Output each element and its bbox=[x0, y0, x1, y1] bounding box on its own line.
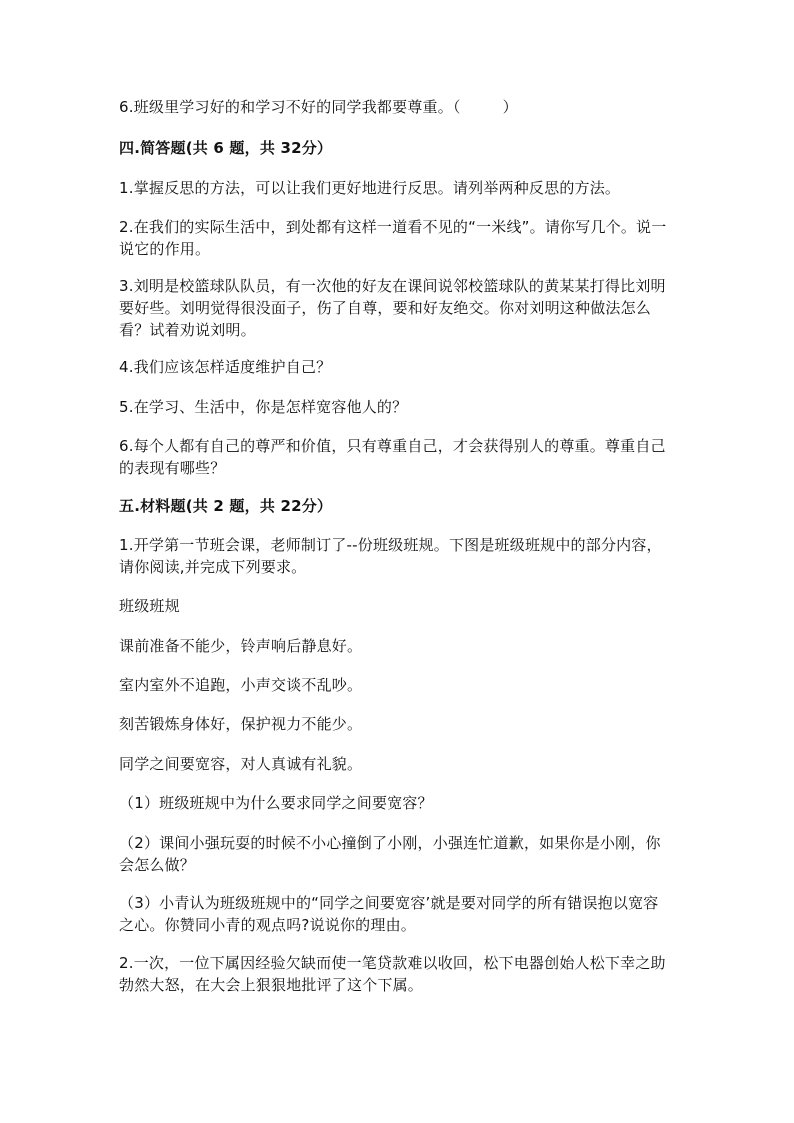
question-text: 6.班级里学习好的和学习不好的同学我都要尊重。（ bbox=[119, 98, 461, 116]
short-answer-question-5: 5.在学习、生活中，你是怎样宽容他人的？ bbox=[119, 398, 408, 416]
rule-item-2: 室内室外不追跑，小声交谈不乱吵。 bbox=[119, 676, 363, 694]
short-answer-question-4: 4.我们应该怎样适度维护自己？ bbox=[119, 358, 332, 376]
short-answer-question-3: 3.刘明是校篮球队队员，有一次他的好友在课间说邻校篮球队的黄某某打得比刘明要好些。刘明觉得很没面子，伤了自尊，要和好友绝交。你对刘明这种做法怎么看？试着劝说刘明。 bbox=[119, 277, 666, 339]
section-heading-material: 五.材料题(共 2 题，共 22分） bbox=[119, 497, 333, 515]
section-heading-short-answer: 四.简答题(共 6 题，共 32分） bbox=[119, 139, 333, 157]
short-answer-question-6: 6.每个人都有自己的尊严和价值，只有尊重自己，才会获得别人的尊重。尊重自己的表现有哪些？ bbox=[119, 437, 666, 477]
short-answer-question-2: 2.在我们的实际生活中，到处都有这样一道看不见的“一米线”。请你写几个。说一说它的作用。 bbox=[119, 218, 667, 258]
question-true-false-6 bbox=[119, 96, 679, 118]
material-question-2: 2.一次，一位下属因经验欠缺而使一笔贷款难以收回，松下电器创始人松下幸之助勃然大怒，在大会上狠狠地批评了这个下属。 bbox=[119, 954, 666, 994]
short-answer-question-1: 1.掌握反思的方法，可以让我们更好地进行反思。请列举两种反思的方法。 bbox=[119, 179, 621, 197]
rule-item-3: 刻苦锻炼身体好，保护视力不能少。 bbox=[119, 715, 363, 733]
material-question-1: 1.开学第一节班会课，老师制订了--份班级班规。下图是班级班规中的部分内容，请你阅读,并完成下列要求。 bbox=[119, 536, 662, 576]
rule-item-4: 同学之间要宽容，对人真诚有礼貌。 bbox=[119, 755, 363, 773]
sub-question-2: （2）课间小强玩耍的时候不小心撞倒了小刚，小强连忙道歉，如果你是小刚，你会怎么做？ bbox=[119, 834, 661, 874]
rule-item-1: 课前准备不能少，铃声响后静息好。 bbox=[119, 637, 363, 655]
sub-question-3: （3）小青认为班级班规中的“同学之间要宽容’就是要对同学的所有错误抱以宽容之心。你赞同小青的观点吗?说说你的理由。 bbox=[119, 894, 659, 934]
rules-title: 班级班规 bbox=[119, 597, 180, 615]
sub-question-1: （1）班级班规中为什么要求同学之间要宽容？ bbox=[119, 794, 433, 812]
question-paren-close: ） bbox=[502, 98, 518, 116]
